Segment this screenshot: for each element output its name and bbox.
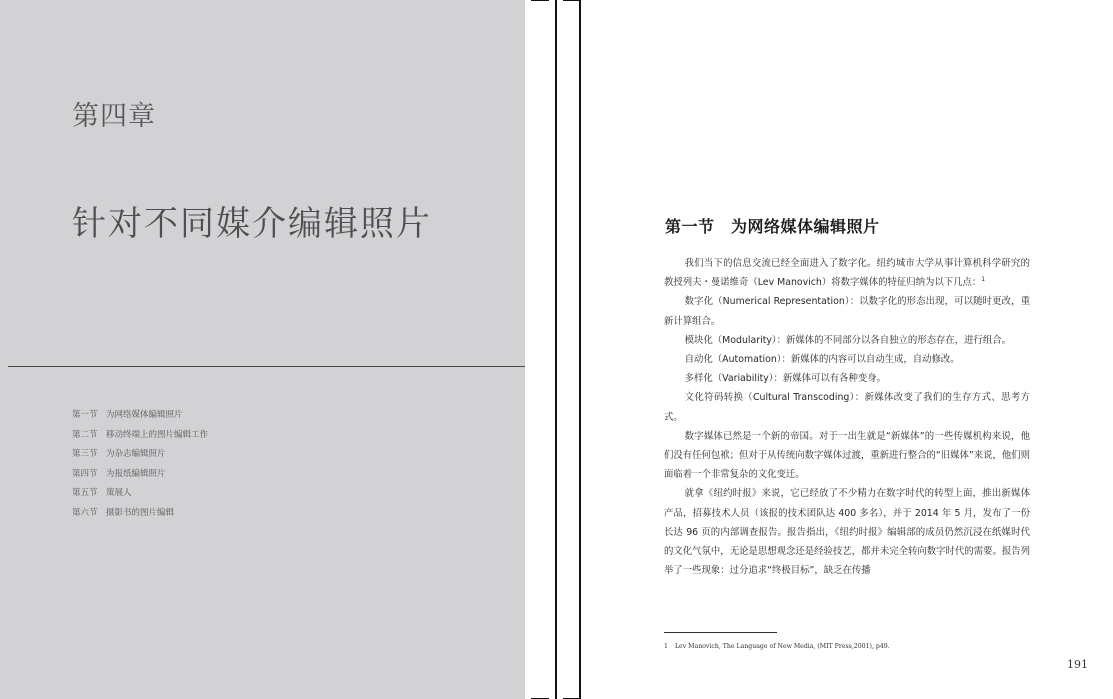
paragraph: 数字化（Numerical Representation）：以数字化的形态出现，可以随时更改，重新计算组合。 [664,296,1030,327]
paragraph: 多样化（Variability）：新媒体可以有各种变身。 [684,373,886,385]
toc-item[interactable] [72,408,208,428]
paragraph [664,254,1030,292]
paragraph: 文化符码转换（Cultural Transcoding）：新媒体改变了我们的生存方式、思考方式。 [664,392,1030,423]
paragraph: 模块化（Modularity）：新媒体的不同部分以各自独立的形态存在，进行组合。 [684,334,1011,346]
toc-item-title: 摄影书的图片编辑 [106,507,175,518]
gutter-line-right [579,0,581,699]
footnote [664,643,890,650]
toc-item-number: 第六节 [72,507,98,518]
body-text [664,254,1030,580]
text-page [591,0,1113,699]
chapter-label: 第四章 [72,101,156,132]
section-heading: 第一节 为网络媒体编辑照片 [665,217,880,236]
chapter-toc [72,408,208,525]
footnote-number: 1 [664,643,668,650]
crop-mark [563,0,579,1]
chapter-opener-page [0,0,525,699]
paragraph: 自动化（Automation）：新媒体的内容可以自动生成，自动修改。 [684,354,960,366]
toc-item-title: 为杂志编辑照片 [106,449,166,459]
toc-item-title: 移动终端上的图片编辑工作 [106,429,209,440]
footnote-divider [664,632,777,633]
paragraph: 数字媒体已然是一个新的帝国。对于一出生就是“新媒体”的一些传媒机构来说，他们没有任何包袱；但对于从传统向数字媒体过渡，重新进行整合的“旧媒体”来说，他们则面临着一个非常复杂的文化变迁。 [664,430,1030,481]
toc-item-number: 第四节 [72,468,98,479]
toc-item-title: 为网络媒体编辑照片 [106,410,183,420]
crop-mark [531,0,549,1]
toc-item-title: 为报纸编辑照片 [106,468,166,479]
toc-item[interactable] [72,486,208,506]
toc-item-title: 策展人 [106,488,132,498]
toc-item-number: 第二节 [72,429,98,440]
paragraph: 就拿《纽约时报》来说，它已经放了不少精力在数字时代的转型上面，推出新媒体产品，招募技术人员（该报的技术团队达 400 多名），并于 2014 年 5 月，发布了一份长达 96 页的内部调查报告。报告指出，《纽约时报》编辑部的成员仍然沉浸在纸媒时代的文化气氛中，无论是思想观念还是经验技艺，都并未完全转向数字时代的需要。报告列举了一些现象：过分追求“终极目标”，缺乏在传播 [664,488,1030,577]
page-number: 191 [1067,658,1088,671]
toc-item-number: 第一节 [72,410,98,420]
page-gutter [525,0,591,699]
toc-item-number: 第三节 [72,449,98,459]
chapter-divider [8,366,525,367]
toc-item[interactable] [72,506,208,526]
footnote-ref[interactable]: 1 [981,276,986,284]
toc-item-number: 第五节 [72,488,98,498]
toc-item[interactable] [72,467,208,487]
toc-item[interactable] [72,447,208,467]
paragraph-text: 我们当下的信息交流已经全面进入了数字化。纽约城市大学从事计算机科学研究的教授列夫・曼诺维奇（Lev Manovich）将数字媒体的特征归纳为以下几点： [664,258,1030,289]
footnote-text: Lev Manovich, The Language of New Media, (MIT Press,2001), p49. [674,643,890,650]
toc-item[interactable] [72,428,208,448]
chapter-title: 针对不同媒介编辑照片 [72,204,432,244]
gutter-line-left [555,0,557,699]
